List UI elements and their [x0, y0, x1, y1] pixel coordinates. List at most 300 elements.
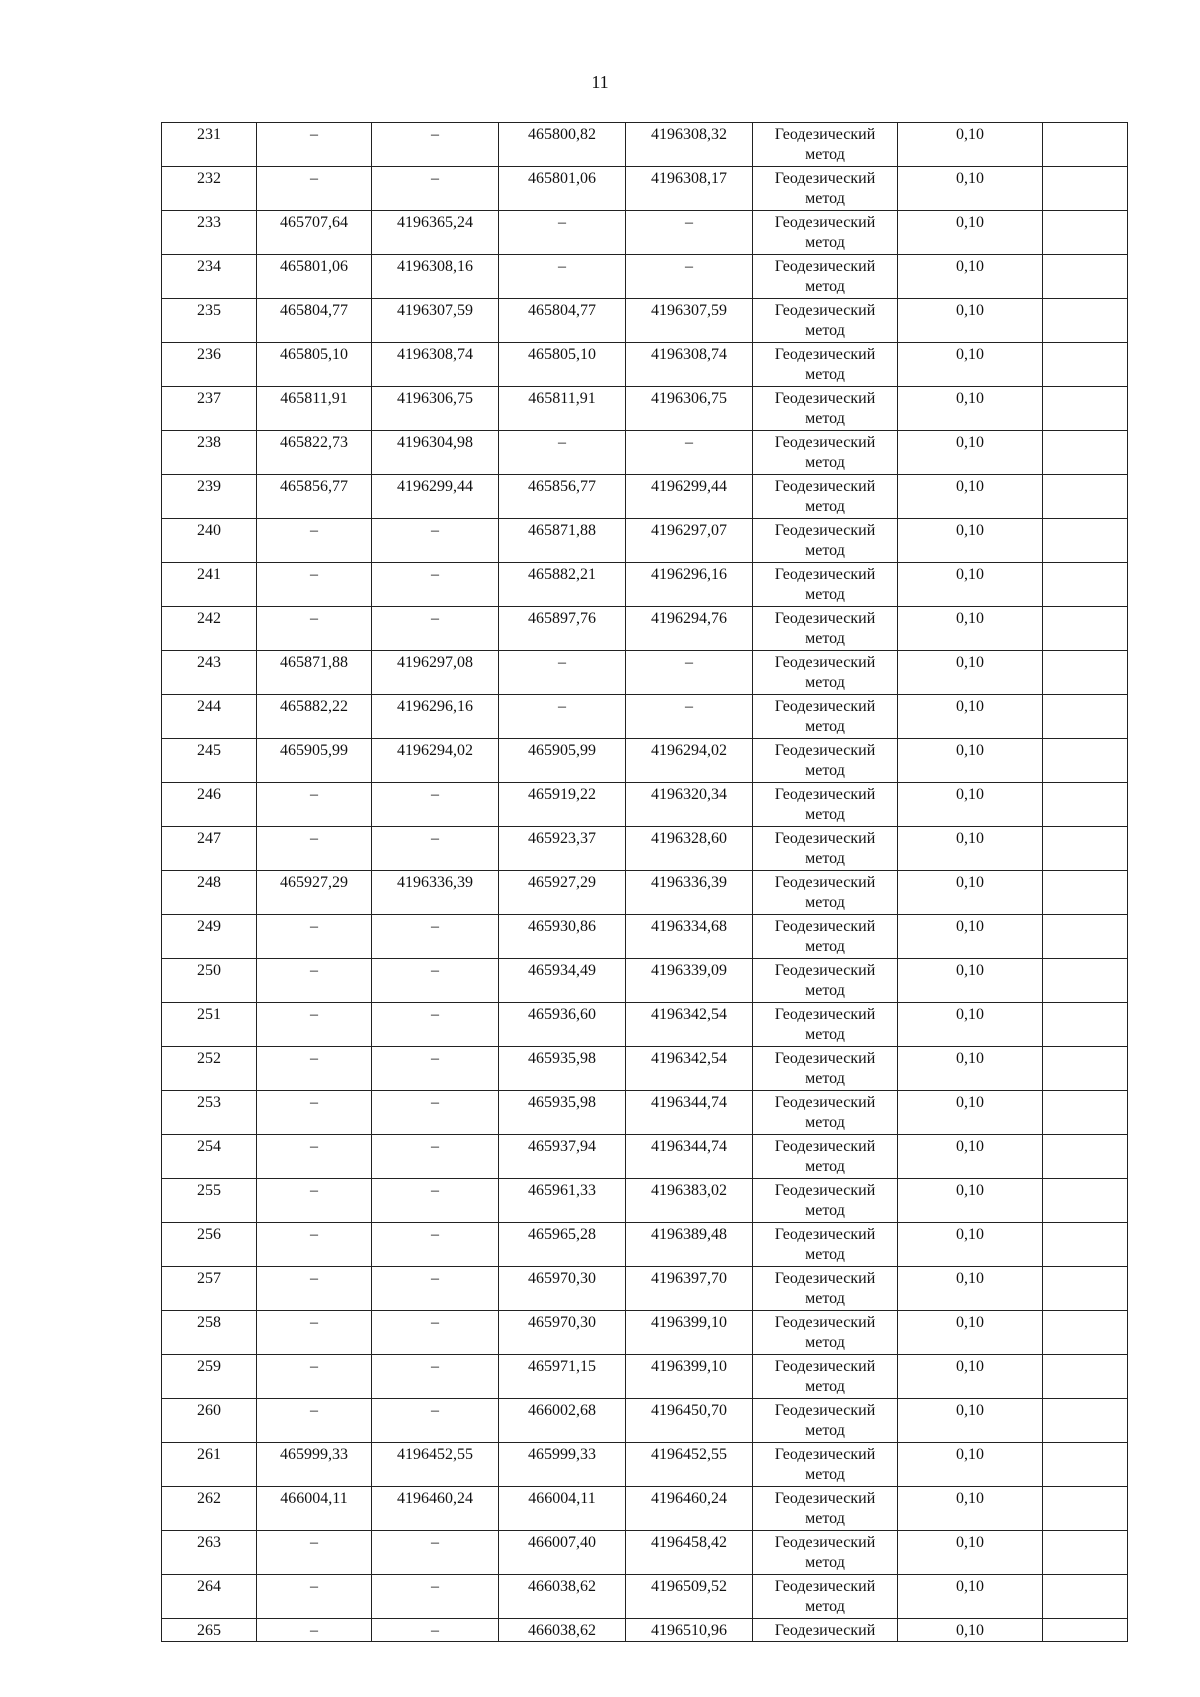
existing-y-cell: –	[372, 1575, 499, 1619]
method-cell	[753, 1399, 898, 1443]
existing-x-cell: –	[257, 827, 372, 871]
empty-cell	[1043, 299, 1128, 343]
new-y-cell: 4196389,48	[626, 1223, 753, 1267]
empty-cell	[1043, 1223, 1128, 1267]
point-number-cell: 247	[162, 827, 257, 871]
accuracy-cell: 0,10	[898, 255, 1043, 299]
existing-y-cell: 4196294,02	[372, 739, 499, 783]
empty-cell	[1043, 1355, 1128, 1399]
method-line-2: метод	[805, 278, 845, 295]
method-line-2: метод	[805, 322, 845, 339]
table-row	[162, 651, 1128, 695]
table-row	[162, 1091, 1128, 1135]
table-row	[162, 871, 1128, 915]
accuracy-cell: 0,10	[898, 1311, 1043, 1355]
empty-cell	[1043, 1179, 1128, 1223]
accuracy-cell: 0,10	[898, 871, 1043, 915]
empty-cell	[1043, 387, 1128, 431]
new-y-cell: 4196306,75	[626, 387, 753, 431]
table-row	[162, 1399, 1128, 1443]
method-cell	[753, 167, 898, 211]
existing-y-cell: 4196308,74	[372, 343, 499, 387]
existing-x-cell: –	[257, 1311, 372, 1355]
accuracy-cell: 0,10	[898, 299, 1043, 343]
method-line-1: Геодезический	[774, 786, 876, 803]
method-cell	[753, 1355, 898, 1399]
method-line-2: метод	[805, 1202, 845, 1219]
existing-x-cell: –	[257, 123, 372, 167]
accuracy-cell: 0,10	[898, 915, 1043, 959]
accuracy-cell: 0,10	[898, 959, 1043, 1003]
method-cell	[753, 651, 898, 695]
table-row	[162, 1619, 1128, 1642]
table-row	[162, 959, 1128, 1003]
method-cell	[753, 1179, 898, 1223]
accuracy-cell: 0,10	[898, 519, 1043, 563]
method-line-1: Геодезический	[774, 390, 876, 407]
method-line-2: метод	[805, 1598, 845, 1615]
new-x-cell: 465805,10	[499, 343, 626, 387]
new-y-cell: 4196296,16	[626, 563, 753, 607]
method-line-2: метод	[805, 498, 845, 515]
new-x-cell: 465935,98	[499, 1047, 626, 1091]
existing-x-cell: 465811,91	[257, 387, 372, 431]
accuracy-cell: 0,10	[898, 1003, 1043, 1047]
table-row	[162, 1487, 1128, 1531]
point-number-cell: 232	[162, 167, 257, 211]
method-line-2: метод	[805, 1026, 845, 1043]
method-cell	[753, 739, 898, 783]
new-y-cell: –	[626, 695, 753, 739]
point-number-cell: 249	[162, 915, 257, 959]
new-x-cell: 465971,15	[499, 1355, 626, 1399]
table-row	[162, 167, 1128, 211]
method-cell	[753, 1047, 898, 1091]
existing-y-cell: –	[372, 1091, 499, 1135]
accuracy-cell: 0,10	[898, 343, 1043, 387]
table-row	[162, 1179, 1128, 1223]
new-x-cell: 466002,68	[499, 1399, 626, 1443]
new-y-cell: 4196336,39	[626, 871, 753, 915]
new-y-cell: 4196294,76	[626, 607, 753, 651]
method-line-2: метод	[805, 234, 845, 251]
existing-x-cell: –	[257, 1355, 372, 1399]
point-number-cell: 238	[162, 431, 257, 475]
table-row	[162, 1531, 1128, 1575]
method-line-1: Геодезический	[774, 742, 876, 759]
method-line-2: метод	[805, 1246, 845, 1263]
existing-y-cell: 4196308,16	[372, 255, 499, 299]
method-line-2: метод	[805, 674, 845, 691]
empty-cell	[1043, 255, 1128, 299]
method-line-1: Геодезический	[774, 346, 876, 363]
point-number-cell: 255	[162, 1179, 257, 1223]
new-y-cell: 4196308,17	[626, 167, 753, 211]
method-line-2: метод	[805, 454, 845, 471]
new-x-cell: 465937,94	[499, 1135, 626, 1179]
point-number-cell: 236	[162, 343, 257, 387]
point-number-cell: 251	[162, 1003, 257, 1047]
point-number-cell: 256	[162, 1223, 257, 1267]
new-x-cell: 465970,30	[499, 1311, 626, 1355]
empty-cell	[1043, 871, 1128, 915]
table-row	[162, 431, 1128, 475]
table-row	[162, 695, 1128, 739]
method-cell	[753, 695, 898, 739]
method-line-1: Геодезический	[774, 566, 876, 583]
page-number: 11	[591, 72, 609, 92]
method-cell	[753, 475, 898, 519]
point-number-cell: 265	[162, 1619, 257, 1642]
method-line-2: метод	[805, 190, 845, 207]
method-line-1: Геодезический	[774, 1490, 876, 1507]
new-y-cell: 4196509,52	[626, 1575, 753, 1619]
existing-x-cell: –	[257, 1531, 372, 1575]
method-line-2: метод	[805, 894, 845, 911]
empty-cell	[1043, 651, 1128, 695]
method-line-1: Геодезический	[774, 1402, 876, 1419]
new-y-cell: 4196342,54	[626, 1003, 753, 1047]
empty-cell	[1043, 1267, 1128, 1311]
table-row	[162, 1575, 1128, 1619]
point-number-cell: 240	[162, 519, 257, 563]
point-number-cell: 262	[162, 1487, 257, 1531]
accuracy-cell: 0,10	[898, 1135, 1043, 1179]
method-line-1: Геодезический	[774, 1270, 876, 1287]
table-row	[162, 519, 1128, 563]
new-x-cell: –	[499, 695, 626, 739]
existing-y-cell: 4196306,75	[372, 387, 499, 431]
accuracy-cell: 0,10	[898, 1355, 1043, 1399]
accuracy-cell: 0,10	[898, 1487, 1043, 1531]
method-line-1: Геодезический	[774, 610, 876, 627]
new-x-cell: 465801,06	[499, 167, 626, 211]
point-number-cell: 260	[162, 1399, 257, 1443]
new-y-cell: 4196339,09	[626, 959, 753, 1003]
method-line-2: метод	[805, 146, 845, 163]
existing-y-cell: 4196460,24	[372, 1487, 499, 1531]
empty-cell	[1043, 827, 1128, 871]
accuracy-cell: 0,10	[898, 1531, 1043, 1575]
empty-cell	[1043, 343, 1128, 387]
new-x-cell: 465871,88	[499, 519, 626, 563]
existing-x-cell: –	[257, 519, 372, 563]
new-y-cell: 4196308,74	[626, 343, 753, 387]
table-row	[162, 475, 1128, 519]
method-cell	[753, 1619, 898, 1642]
method-line-1: Геодезический	[774, 698, 876, 715]
point-number-cell: 261	[162, 1443, 257, 1487]
method-cell	[753, 387, 898, 431]
table-row	[162, 299, 1128, 343]
new-x-cell: 465897,76	[499, 607, 626, 651]
empty-cell	[1043, 1443, 1128, 1487]
new-x-cell: 465811,91	[499, 387, 626, 431]
existing-y-cell: –	[372, 1047, 499, 1091]
existing-x-cell: –	[257, 959, 372, 1003]
method-cell	[753, 1267, 898, 1311]
point-number-cell: 253	[162, 1091, 257, 1135]
existing-x-cell: 465804,77	[257, 299, 372, 343]
method-line-2: метод	[805, 366, 845, 383]
existing-x-cell: 466004,11	[257, 1487, 372, 1531]
method-cell	[753, 783, 898, 827]
point-number-cell: 252	[162, 1047, 257, 1091]
new-x-cell: 466038,62	[499, 1619, 626, 1642]
new-y-cell: 4196342,54	[626, 1047, 753, 1091]
new-y-cell: 4196328,60	[626, 827, 753, 871]
point-number-cell: 258	[162, 1311, 257, 1355]
method-cell	[753, 299, 898, 343]
method-cell	[753, 959, 898, 1003]
method-cell	[753, 1487, 898, 1531]
method-cell	[753, 1223, 898, 1267]
empty-cell	[1043, 167, 1128, 211]
method-line-1: Геодезический	[774, 170, 876, 187]
new-y-cell: 4196344,74	[626, 1091, 753, 1135]
accuracy-cell: 0,10	[898, 167, 1043, 211]
new-y-cell: –	[626, 431, 753, 475]
existing-y-cell: –	[372, 915, 499, 959]
method-line-2: метод	[805, 1158, 845, 1175]
table-row	[162, 387, 1128, 431]
new-x-cell: –	[499, 255, 626, 299]
existing-x-cell: 465905,99	[257, 739, 372, 783]
method-cell	[753, 123, 898, 167]
accuracy-cell: 0,10	[898, 1619, 1043, 1642]
existing-y-cell: 4196296,16	[372, 695, 499, 739]
new-y-cell: 4196299,44	[626, 475, 753, 519]
method-line-1: Геодезический	[774, 1578, 876, 1595]
point-number-cell: 259	[162, 1355, 257, 1399]
method-line-2: метод	[805, 718, 845, 735]
accuracy-cell: 0,10	[898, 1091, 1043, 1135]
new-y-cell: 4196460,24	[626, 1487, 753, 1531]
accuracy-cell: 0,10	[898, 431, 1043, 475]
table-row	[162, 915, 1128, 959]
table-row	[162, 1443, 1128, 1487]
existing-x-cell: –	[257, 1135, 372, 1179]
method-cell	[753, 1091, 898, 1135]
method-line-2: метод	[805, 1378, 845, 1395]
method-cell	[753, 607, 898, 651]
new-y-cell: 4196297,07	[626, 519, 753, 563]
new-y-cell: 4196344,74	[626, 1135, 753, 1179]
method-line-2: метод	[805, 1290, 845, 1307]
new-y-cell: 4196308,32	[626, 123, 753, 167]
point-number-cell: 239	[162, 475, 257, 519]
empty-cell	[1043, 431, 1128, 475]
existing-x-cell: 465801,06	[257, 255, 372, 299]
empty-cell	[1043, 959, 1128, 1003]
new-y-cell: 4196294,02	[626, 739, 753, 783]
method-line-1: Геодезический	[774, 1226, 876, 1243]
existing-y-cell: –	[372, 1311, 499, 1355]
method-cell	[753, 871, 898, 915]
accuracy-cell: 0,10	[898, 1267, 1043, 1311]
method-cell	[753, 1311, 898, 1355]
new-y-cell: –	[626, 211, 753, 255]
table-row	[162, 827, 1128, 871]
existing-x-cell: –	[257, 1179, 372, 1223]
empty-cell	[1043, 1399, 1128, 1443]
existing-x-cell: –	[257, 783, 372, 827]
existing-x-cell: 465927,29	[257, 871, 372, 915]
table-row	[162, 563, 1128, 607]
accuracy-cell: 0,10	[898, 1575, 1043, 1619]
existing-y-cell: 4196452,55	[372, 1443, 499, 1487]
new-y-cell: 4196307,59	[626, 299, 753, 343]
existing-y-cell: 4196299,44	[372, 475, 499, 519]
existing-y-cell: –	[372, 1179, 499, 1223]
existing-x-cell: –	[257, 1267, 372, 1311]
table-row	[162, 783, 1128, 827]
method-line-2: метод	[805, 762, 845, 779]
existing-x-cell: –	[257, 563, 372, 607]
empty-cell	[1043, 695, 1128, 739]
method-line-2: метод	[805, 542, 845, 559]
method-line-1: Геодезический	[774, 1446, 876, 1463]
new-x-cell: 466038,62	[499, 1575, 626, 1619]
method-cell	[753, 343, 898, 387]
point-number-cell: 241	[162, 563, 257, 607]
method-line-1: Геодезический	[774, 126, 876, 143]
existing-y-cell: –	[372, 1223, 499, 1267]
new-x-cell: –	[499, 651, 626, 695]
accuracy-cell: 0,10	[898, 475, 1043, 519]
existing-x-cell: 465856,77	[257, 475, 372, 519]
method-line-2: метод	[805, 1554, 845, 1571]
point-number-cell: 243	[162, 651, 257, 695]
new-y-cell: 4196383,02	[626, 1179, 753, 1223]
empty-cell	[1043, 607, 1128, 651]
empty-cell	[1043, 1047, 1128, 1091]
method-line-1: Геодезический	[774, 214, 876, 231]
empty-cell	[1043, 1531, 1128, 1575]
empty-cell	[1043, 1311, 1128, 1355]
empty-cell	[1043, 1487, 1128, 1531]
existing-y-cell: –	[372, 519, 499, 563]
empty-cell	[1043, 1135, 1128, 1179]
new-x-cell: –	[499, 431, 626, 475]
coordinates-table	[161, 122, 1128, 1642]
empty-cell	[1043, 1003, 1128, 1047]
method-line-2: метод	[805, 850, 845, 867]
point-number-cell: 233	[162, 211, 257, 255]
table-row	[162, 255, 1128, 299]
point-number-cell: 235	[162, 299, 257, 343]
existing-y-cell: 4196304,98	[372, 431, 499, 475]
coordinates-table-body	[162, 123, 1128, 1642]
table-row	[162, 1355, 1128, 1399]
accuracy-cell: 0,10	[898, 695, 1043, 739]
new-x-cell: 465930,86	[499, 915, 626, 959]
method-cell	[753, 255, 898, 299]
existing-y-cell: 4196365,24	[372, 211, 499, 255]
point-number-cell: 242	[162, 607, 257, 651]
new-x-cell: 465923,37	[499, 827, 626, 871]
existing-x-cell: 465822,73	[257, 431, 372, 475]
existing-x-cell: 465805,10	[257, 343, 372, 387]
new-y-cell: –	[626, 255, 753, 299]
existing-y-cell: –	[372, 1531, 499, 1575]
method-cell	[753, 915, 898, 959]
accuracy-cell: 0,10	[898, 123, 1043, 167]
method-cell	[753, 827, 898, 871]
table-row	[162, 123, 1128, 167]
point-number-cell: 244	[162, 695, 257, 739]
table-row	[162, 1223, 1128, 1267]
accuracy-cell: 0,10	[898, 1223, 1043, 1267]
existing-y-cell: –	[372, 563, 499, 607]
method-cell	[753, 431, 898, 475]
method-line-1: Геодезический	[774, 522, 876, 539]
existing-x-cell: 465707,64	[257, 211, 372, 255]
table-row	[162, 739, 1128, 783]
method-line-2: метод	[805, 806, 845, 823]
existing-x-cell: 465871,88	[257, 651, 372, 695]
method-cell	[753, 519, 898, 563]
new-x-cell: 465970,30	[499, 1267, 626, 1311]
empty-cell	[1043, 123, 1128, 167]
new-x-cell: 465927,29	[499, 871, 626, 915]
accuracy-cell: 0,10	[898, 387, 1043, 431]
existing-x-cell: –	[257, 1223, 372, 1267]
new-y-cell: 4196458,42	[626, 1531, 753, 1575]
existing-y-cell: –	[372, 959, 499, 1003]
method-line-1: Геодезический	[774, 1622, 876, 1639]
empty-cell	[1043, 739, 1128, 783]
existing-x-cell: 465882,22	[257, 695, 372, 739]
new-x-cell: 465856,77	[499, 475, 626, 519]
point-number-cell: 246	[162, 783, 257, 827]
point-number-cell: 248	[162, 871, 257, 915]
accuracy-cell: 0,10	[898, 651, 1043, 695]
existing-x-cell: 465999,33	[257, 1443, 372, 1487]
existing-y-cell: –	[372, 167, 499, 211]
table-row	[162, 607, 1128, 651]
empty-cell	[1043, 1575, 1128, 1619]
method-line-2: метод	[805, 630, 845, 647]
existing-x-cell: –	[257, 167, 372, 211]
method-line-1: Геодезический	[774, 1358, 876, 1375]
method-line-1: Геодезический	[774, 258, 876, 275]
new-x-cell: 465961,33	[499, 1179, 626, 1223]
method-line-1: Геодезический	[774, 1050, 876, 1067]
method-cell	[753, 211, 898, 255]
existing-x-cell: –	[257, 1575, 372, 1619]
method-line-2: метод	[805, 982, 845, 999]
method-line-1: Геодезический	[774, 654, 876, 671]
existing-y-cell: 4196307,59	[372, 299, 499, 343]
new-x-cell: 465882,21	[499, 563, 626, 607]
new-y-cell: 4196399,10	[626, 1311, 753, 1355]
method-line-1: Геодезический	[774, 478, 876, 495]
new-x-cell: 466004,11	[499, 1487, 626, 1531]
point-number-cell: 254	[162, 1135, 257, 1179]
accuracy-cell: 0,10	[898, 827, 1043, 871]
existing-y-cell: –	[372, 1003, 499, 1047]
method-cell	[753, 1575, 898, 1619]
method-line-2: метод	[805, 1466, 845, 1483]
new-x-cell: 466007,40	[499, 1531, 626, 1575]
accuracy-cell: 0,10	[898, 739, 1043, 783]
point-number-cell: 234	[162, 255, 257, 299]
new-y-cell: 4196450,70	[626, 1399, 753, 1443]
existing-x-cell: –	[257, 1003, 372, 1047]
new-y-cell: 4196320,34	[626, 783, 753, 827]
point-number-cell: 257	[162, 1267, 257, 1311]
